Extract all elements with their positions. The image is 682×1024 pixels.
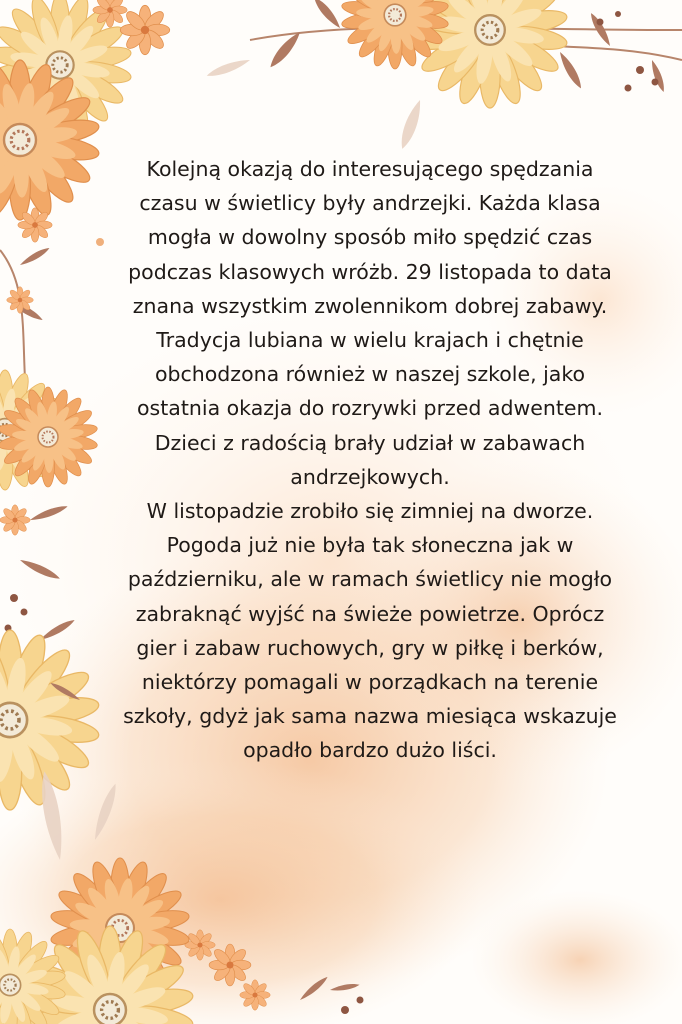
text-line: czasu w świetlicy były andrzejki. Każda klasa [139,191,601,216]
text-line: opadło bardzo dużo liści. [243,738,497,763]
text-line: Pogoda już nie była tak słoneczna jak w [166,533,574,558]
text-line: podczas klasowych wróżb. 29 listopada to data [128,259,612,284]
text-line: Tradycja lubiana w wielu krajach i chętnie [156,328,584,353]
text-line: ostatnia okazja do rozrywki przed adwentem. [137,396,603,421]
text-line: zabraknąć wyjść na świeże powietrze. Oprócz [135,601,605,626]
text-line: andrzejkowych. [290,464,450,489]
text-line: Dzieci z radością brały udział w zabawach [154,430,586,455]
text-line: Kolejną okazją do interesującego spędzania [146,157,594,181]
text-line: październiku, ale w ramach świetlicy nie mogło [127,567,613,592]
text-line: W listopadzie zrobiło się zimniej na dworze. [146,499,594,524]
article-text [80,152,660,768]
text-line: niektórzy pomagali w porządkach na terenie [141,670,599,695]
text-line: obchodzona również w naszej szkole, jako [154,362,586,387]
text-line: gier i zabaw ruchowych, gry w piłkę i berków, [136,635,604,660]
text-line: szkoły, gdyż jak sama nazwa miesiąca wskazuje [123,704,617,729]
text-line: znana wszystkim zwolennikom dobrej zabawy. [132,293,608,318]
text-line: mogła w dowolny sposób miło spędzić czas [147,225,593,250]
